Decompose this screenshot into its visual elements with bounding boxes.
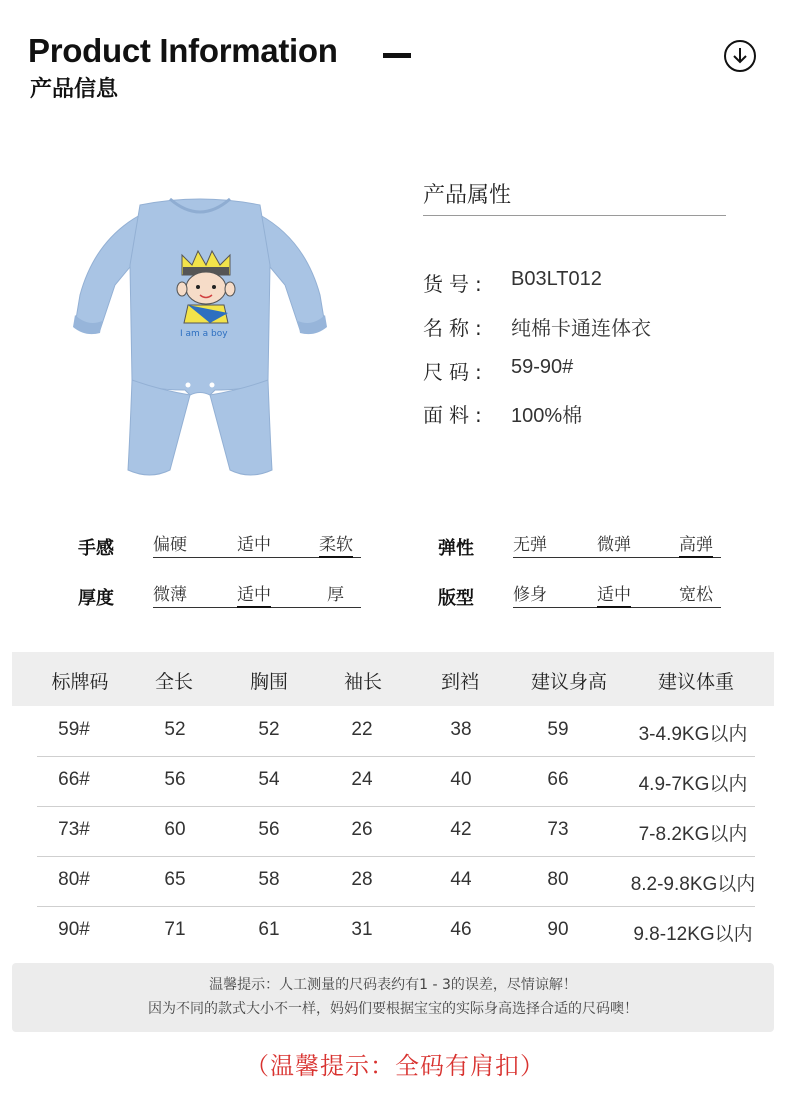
column-header: 袖长 [343,671,383,693]
attribute-value: B03LT012 [511,268,602,290]
scale-option: 适中 [237,535,271,555]
table-cell: 46 [450,919,472,940]
shoulder-button-note: （温馨提示：全码有肩扣） [245,1052,545,1080]
table-cell: 44 [450,869,472,890]
table-cell: 9.8-12KG以内 [633,924,753,945]
product-image [70,185,340,485]
title-dash-divider [383,53,411,58]
table-cell: 90# [58,919,90,940]
tips-box [12,963,774,1032]
attribute-row-fabric [423,399,582,428]
scale-fit [513,580,721,608]
tip-line-1: 温馨提示：人工测量的尺码表约有1 - 3的误差，尽情谅解！ [209,977,577,993]
attribute-row-sku [423,268,602,297]
column-header: 建议身高 [530,671,608,693]
attribute-value: 100%棉 [511,405,583,427]
scale-option: 适中 [237,580,271,608]
attribute-key: 尺码: [423,360,488,384]
table-cell: 59# [58,719,90,740]
page-title-cn: 产品信息 [30,77,119,102]
scale-option: 修身 [513,585,547,605]
scale-label-fit: 版型 [438,588,474,609]
table-cell: 54 [258,769,280,790]
attribute-key: 货号: [423,272,488,296]
table-cell: 73 [547,819,569,840]
column-header: 标牌码 [51,671,109,693]
tip-line-2: 因为不同的款式大小不一样，妈妈们要根据宝宝的实际身高选择合适的尺码噢！ [148,1001,638,1017]
table-row [37,707,755,757]
table-cell: 8.2-9.8KG以内 [630,874,756,895]
scale-label-thickness: 厚度 [78,588,114,609]
scale-option: 微薄 [153,585,187,605]
table-cell: 80# [58,869,90,890]
table-cell: 3-4.9KG以内 [638,724,748,745]
scale-option: 柔软 [319,530,353,558]
scale-option: 厚 [327,585,344,605]
table-cell: 24 [351,769,373,790]
attribute-value: 59-90# [511,356,574,378]
size-table-header [12,652,774,706]
table-cell: 56 [258,819,280,840]
scale-option: 宽松 [679,585,713,605]
table-row [37,757,755,807]
scale-option: 高弹 [679,530,713,558]
scale-thickness [153,580,361,608]
table-cell: 71 [164,919,186,940]
table-cell: 56 [164,769,186,790]
column-header: 胸围 [249,671,289,693]
table-row [37,907,755,957]
column-header: 建议体重 [657,671,735,693]
scale-label-elasticity: 弹性 [438,538,474,559]
attribute-key: 面料: [423,403,488,427]
attributes-title: 产品属性 [423,183,512,208]
attribute-key: 名称: [423,316,488,340]
scale-label-feel: 手感 [78,538,114,559]
table-cell: 40 [450,769,472,790]
attribute-row-size [423,356,573,385]
table-cell: 38 [450,719,472,740]
column-header: 全长 [154,671,194,693]
table-row [37,807,755,857]
table-cell: 58 [258,869,280,890]
column-header: 到裆 [440,671,480,693]
table-cell: 66 [547,769,569,790]
table-cell: 60 [164,819,186,840]
table-cell: 26 [351,819,373,840]
attribute-value: 纯棉卡通连体衣 [511,318,651,340]
scale-feel [153,530,361,558]
scale-option: 无弹 [513,535,547,555]
romper-print-text: I am a boy [180,329,228,339]
table-cell: 73# [58,819,90,840]
attributes-divider [423,215,726,216]
table-cell: 59 [547,719,569,740]
table-cell: 61 [258,919,280,940]
table-cell: 65 [164,869,186,890]
table-cell: 4.9-7KG以内 [638,774,748,795]
table-cell: 52 [258,719,280,740]
page-title-en: Product Information [28,32,338,69]
scale-option: 适中 [597,580,631,608]
scale-option: 微弹 [597,535,631,555]
scale-elasticity [513,530,721,558]
table-cell: 28 [351,869,373,890]
table-cell: 90 [547,919,569,940]
table-cell: 31 [351,919,373,940]
table-cell: 80 [547,869,569,890]
table-cell: 42 [450,819,472,840]
arrow-down-circle-icon[interactable] [724,40,756,72]
table-row [37,857,755,907]
scale-option: 偏硬 [153,535,187,555]
attribute-row-name [423,312,651,341]
table-cell: 66# [58,769,90,790]
table-cell: 22 [351,719,373,740]
table-cell: 52 [164,719,186,740]
table-cell: 7-8.2KG以内 [638,824,748,845]
